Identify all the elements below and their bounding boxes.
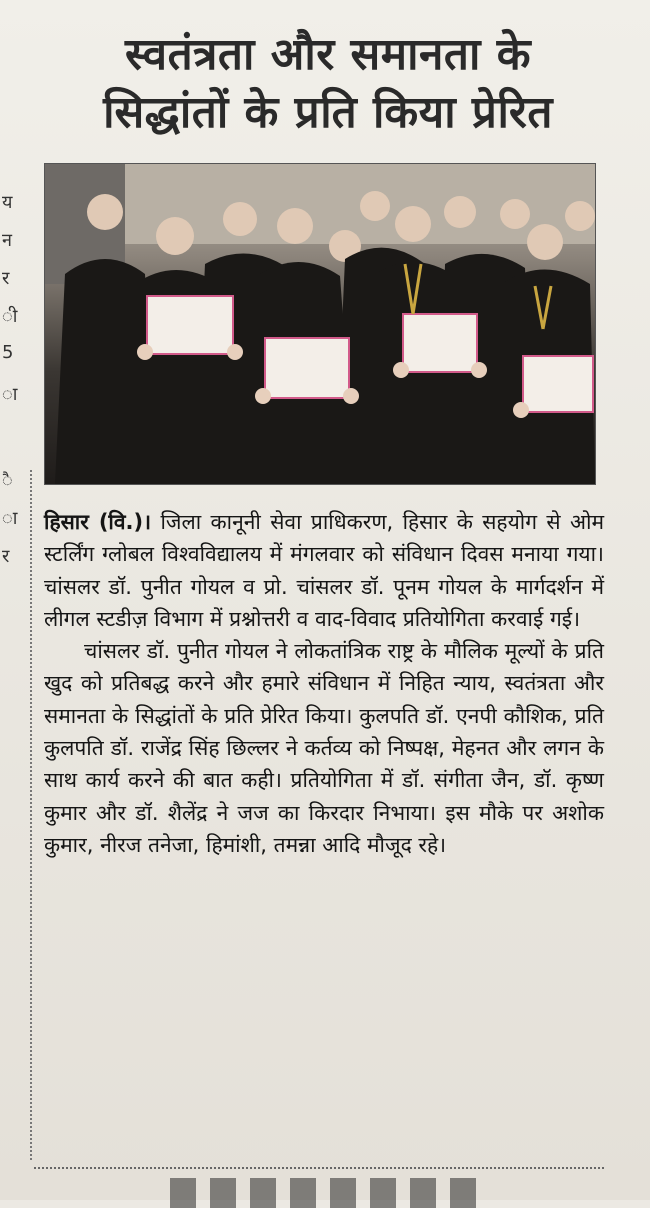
headline-line-1: स्वतंत्रता और समानता के [124,29,532,80]
section-divider [34,1167,604,1169]
news-photo [44,163,596,485]
adjacent-column-fragment [0,0,22,1200]
paragraph-2: चांसलर डॉ. पुनीत गोयल ने लोकतांत्रिक राष्ट्र के मौलिक मूल्यों के प्रति खुद को प्रतिबद्ध करने और हमारे संविधान में निहित न्याय, स्वतंत्रता और समानता के सिद्धांतों के प्रति प्रेरित किया। कुलपति डॉ. एनपी कौशिक, प्रति कुलपति डॉ. राजेंद्र सिंह छिल्लर ने कर्तव्य को निष्पक्ष, मेहनत और लगन के साथ कार्य करने की बात कही। प्रतियोगिता में डॉ. संगीता जैन, डॉ. कृष्ण कुमार और डॉ. शैलेंद्र ने जज का किरदार निभाया। इस मौके पर अशोक कुमार, नीरज तनेजा, हिमांशी, तमन्ना आदि मौजूद रहे। [44,639,604,857]
dateline: हिसार (वि.)। [44,510,152,534]
fragment-char: न [2,230,12,251]
column-divider [30,470,32,1160]
fragment-char: ी [2,306,18,327]
article-body [44,506,604,861]
paragraph-1-text: जिला कानूनी सेवा प्राधिकरण, हिसार के सहयोग से ओम स्टर्लिंग ग्लोबल विश्वविद्यालय में मंगलवार को संविधान दिवस मनाया गया। चांसलर डॉ. पुनीत गोयल व प्रो. चांसलर डॉ. पूनम गोयल के मार्गदर्शन में लीगल स्टडीज़ विभाग में प्रश्नोत्तरी व वाद-विवाद प्रतियोगिता करवाई गई। [44,510,605,631]
paragraph-1 [44,506,604,635]
fragment-char: ै [2,470,13,491]
fragment-char: य [2,192,13,213]
fragment-char: र [2,268,10,289]
headline-line-2: सिद्धांतों के प्रति किया प्रेरित [103,87,553,138]
fragment-char: ा [2,384,18,405]
fragment-char: 5 [2,342,14,363]
fragment-char: र [2,546,10,567]
fragment-char: ा [2,508,18,529]
article-headline [48,26,608,142]
next-article-headline-cropped [170,1178,490,1208]
group-photo-illustration [45,164,595,484]
